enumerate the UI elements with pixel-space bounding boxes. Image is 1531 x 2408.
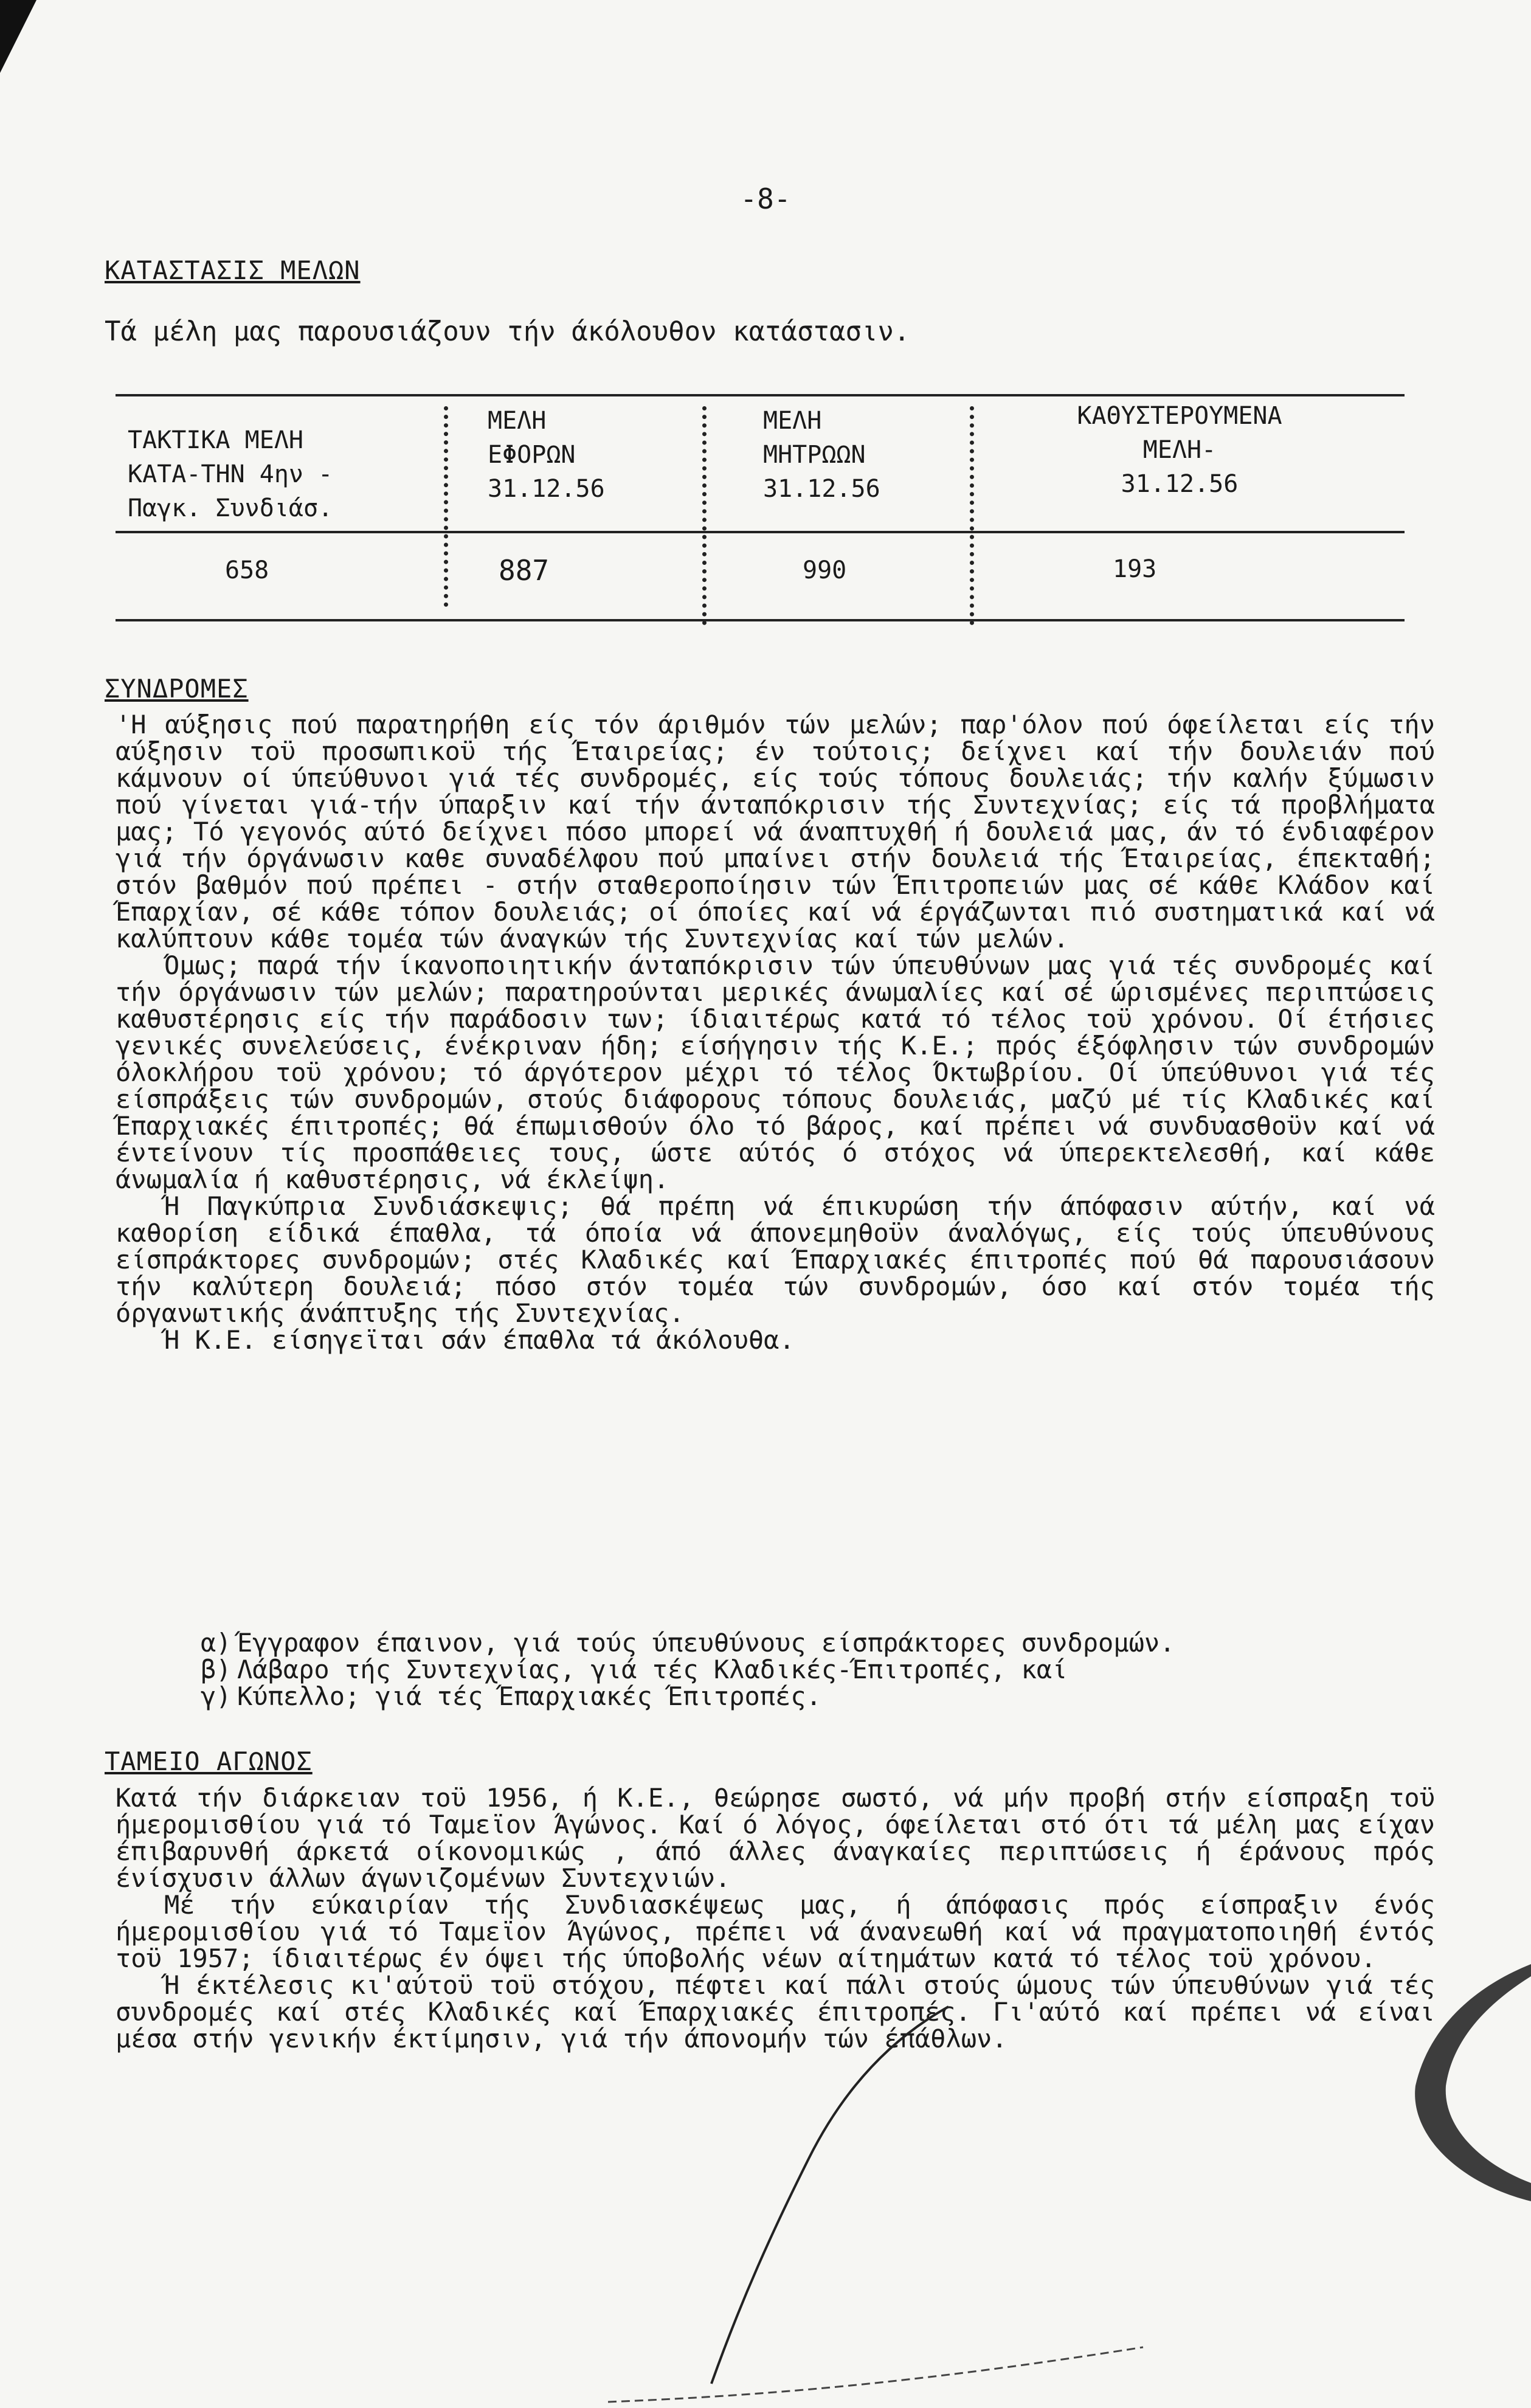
paragraph: Κατά τήν διάρκειαν τοϋ 1956, ή Κ.Ε., θεώρησε σωστό, νά μήν προβή στήν είσπραξη τοϋ ήμερομισθίου γιά τό Ταμεϊον Άγώνος. Καί ό λόγος, όφείλεται στό ότι τά μέλη μας είχαν έπιβαρυνθή άρκετά οίκονομικώς , άπό άλλες άναγκαίες περιπτώσεις ή έράνους πρός ένίσχυσιν άλλων άγωνιζομένων Συντεχνιών. (116, 1783, 1435, 1893)
table-bottom-rule (116, 619, 1405, 621)
paragraph: Όμως; παρά τήν ίκανοποιητικήν άνταπόκρισιν τών ύπευθύνων μας γιά τές συνδρομές καί τήν όργάνωσιν τών μελών; παρατηρούνται μερικές άνωμαλίες καί σέ ώρισμένες περιπτώσεις καθυστέρησις είς τήν παράδοσιν των; ίδιαιτέρως κατά τό τέλος τοϋ χρόνου. Οί έτήσιες γενικές συνελεύσεις, ένέκριναν ήδη; είσήγησιν τής Κ.Ε.; πρός έξόφλησιν τών συνδρομών όλοκλήρου τοϋ χρόνου; τό άργότερον μέχρι τό τέλος Όκτωβρίου. Οί ύπεύθυνοι γιά τές είσπράξεις τών συνδρομών, στούς διάφορους τόπους δουλειάς, μαζύ μέ τίς Κλαδικές καί Έπαρχιακές έπιτροπές; θά έπωμισθούν όλο τό βάρος, καί πρέπει νά συνδυασθοϋν καί νά έντείνουν τίς προσπάθειες τους, ώστε αύτός ό στόχος νά ύπερεκτελεσθή, καί κάθε άνωμαλία ή καθυστέρησις, νά έκλείψη. (116, 950, 1435, 1194)
subscriptions-text (116, 711, 1435, 1354)
table-value-register: 990 (803, 556, 847, 584)
award-list (201, 1630, 1175, 1710)
column-separator (702, 406, 707, 625)
members-table (116, 394, 1405, 622)
paragraph: Μέ τήν εύκαιρίαν τής Συνδιασκέψεως μας, ή άπόφασις πρός είσπραξιν ένός ήμερομισθίου γιά τό Ταμεϊον Άγώνος, πρέπει νά άνανεωθή καί νά πραγματοποιηθή έντός τοϋ 1957; ίδιαιτέρως έν όψει τής ύποβολής νέων αίτημάτων κατά τό τέλος τοϋ χρόνου. (116, 1890, 1435, 1973)
list-item: α) Έγγραφον έπαινον, γιά τούς ύπευθύνους είσπράκτορες συνδρομών. (201, 1628, 1175, 1658)
column-separator (970, 406, 974, 625)
paragraph: Ή Παγκύπρια Συνδιάσκεψις; θά πρέπη νά έπικυρώση τήν άπόφασιν αύτήν, καί νά καθορίση είδικά έπαθλα, τά όποία νά άπονεμηθοϋν άναλόγως, είς τούς ύπευθύνους είσπράκτορες συνδρομών; στές Κλαδικές καί Έπαρχιακές έπιτροπές πού θά παρουσιάσουν τήν καλύτερη δουλειά; πόσο στόν τομέα τών συνδρομών, όσο καί στόν τομέα τής όργανωτικής άνάπτυξης τής Συντεχνίας. (116, 1191, 1435, 1328)
table-value-overdue: 193 (1113, 555, 1157, 583)
paragraph: Ή έκτέλεσις κι'αύτοϋ τοϋ στόχου, πέφτει καί πάλι στούς ώμους τών ύπευθύνων γιά τές συνδρομές καί στές Κλαδικές καί Έπαρχιακές έπιτροπές. Γι'αύτό καί πρέπει νά είναι μέσα στήν γενικήν έκτίμησιν, γιά τήν άπονομήν τών έπάθλων. (116, 1970, 1435, 2053)
section-heading-struggle-fund: ΤΑΜΕΙΟ ΑΓΩΝΟΣ (105, 1746, 313, 1776)
table-top-rule (116, 394, 1405, 396)
column-separator (444, 406, 448, 607)
table-header-register-members: ΜΕΛΗ ΜΗΤΡΩΩΝ 31.12.56 (763, 407, 880, 503)
section-heading-subscriptions: ΣΥΝΔΡΟΜΕΣ (105, 674, 249, 704)
table-header-regular-members: ΤΑΚΤΙΚΑ ΜΕΛΗ ΚΑΤΑ-ΤΗΝ 4ην - Παγκ. Συνδιάσ. (128, 426, 333, 522)
list-item: γ) Κύπελλο; γιά τές Έπαρχιακές Έπιτροπές. (201, 1681, 821, 1711)
table-value-regular: 658 (225, 556, 269, 584)
paragraph: Ή Κ.Ε. είσηγεϊται σάν έπαθλα τά άκόλουθα. (164, 1325, 795, 1355)
list-item: β) Λάβαρο τής Συντεχνίας, γιά τές Κλαδικές-Έπιτροπές, καί (201, 1655, 1068, 1684)
table-middle-rule (116, 531, 1405, 533)
page-damage-mark (1276, 1964, 1531, 2207)
table-header-overdue-members: ΚΑΘΥΣΤΕΡΟΥΜΕΝΑ ΜΕΛΗ- 31.12.56 (1077, 402, 1282, 498)
paragraph: 'Η αύξησις πού παρατηρήθη είς τόν άριθμόν τών μελών; παρ'όλον πού όφείλεται είς τήν αύξησιν τοϋ προσωπικοϋ τής Έταιρείας; έν τούτοις; δείχνει καί τήν δουλειάν πού κάμνουν οί ύπεύθυνοι γιά τές συνδρομές, είς τούς τόπους δουλειάς; τήν καλήν ξύμωσιν πού γίνεται γιά-τήν ύπαρξιν καί τήν άνταπόκρισιν τής Συντεχνίας; είς τά προβλήματα μας; Τό γεγονός αύτό δείχνει πόσο μπορεί νά άναπτυχθή ή δουλειά μας, άν τό ένδιαφέρον γιά τήν όργάνωσιν καθε συναδέλφου πού μπαίνει στήν δουλειά τής Έταιρείας, έπεκταθή; στόν βαθμόν πού πρέπει - στήν σταθεροποίησιν τών Έπιτροπειών μας σέ κάθε Κλάδον καί Έπαρχίαν, σέ κάθε τόπον δουλειάς; οί όποίες καί νά έργάζωνται πιό συστηματικά καί νά καλύπτουν κάθε τομέα τών άναγκών τής Συντεχνίας καί τών μελών. (116, 710, 1435, 953)
section-heading-members: ΚΑΤΑΣΤΑΣΙΣ ΜΕΛΩΝ (105, 255, 361, 285)
pen-stroke-mark (608, 1982, 1155, 2408)
members-intro: Τά μέλη μας παρουσιάζουν τήν άκόλουθον κατάστασιν. (105, 316, 910, 347)
scan-corner-mark (0, 0, 36, 73)
table-header-ephor-members: ΜΕΛΗ ΕΦΟΡΩΝ 31.12.56 (488, 407, 605, 503)
table-value-ephor: 887 (499, 554, 550, 587)
page-number: -8- (740, 182, 791, 215)
